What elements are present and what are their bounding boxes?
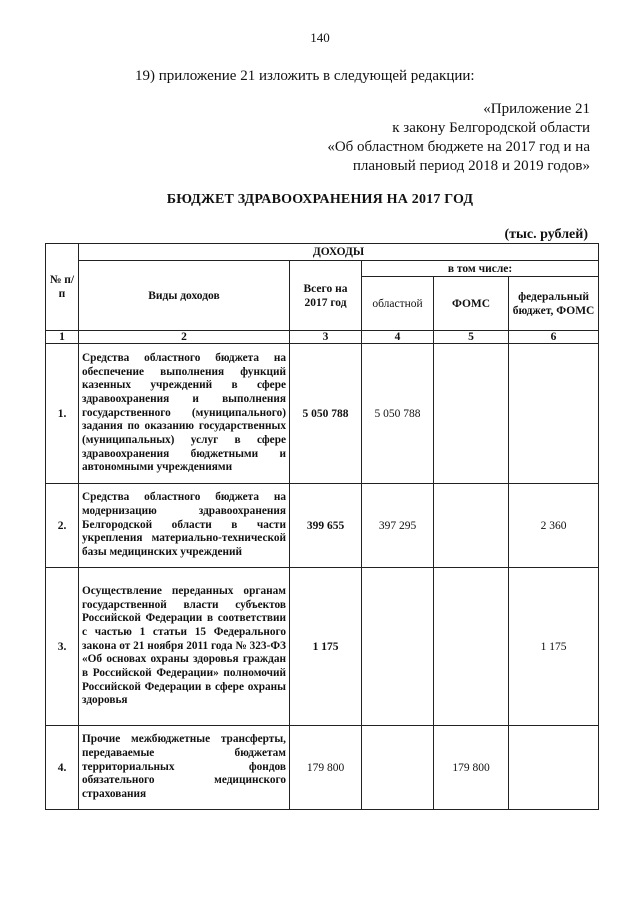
appendix-line: плановый период 2018 и 2019 годов» [352, 158, 590, 174]
header-foms: ФОМС [434, 277, 509, 331]
column-index: 1 [46, 331, 79, 344]
federal-value [509, 726, 599, 810]
intro-text: 19) приложение 21 изложить в следующей редакции: [135, 68, 475, 84]
table-row [46, 568, 599, 726]
budget-table [45, 243, 599, 810]
foms-value [434, 344, 509, 484]
total-value: 5 050 788 [290, 344, 362, 484]
federal-value [509, 344, 599, 484]
units-label: (тыс. рублей) [504, 227, 588, 242]
federal-value: 2 360 [509, 484, 599, 568]
header-regional: областной [362, 277, 434, 331]
column-index: 6 [509, 331, 599, 344]
income-kind: Средства областного бюджета на модернизацию здравоохранения Белгородской области в части укрепления материально-технической базы медицинских учреждений [79, 484, 290, 568]
foms-value [434, 484, 509, 568]
appendix-line: «Приложение 21 [483, 101, 590, 117]
column-index: 3 [290, 331, 362, 344]
total-value: 399 655 [290, 484, 362, 568]
table-row [46, 484, 599, 568]
column-index: 2 [79, 331, 290, 344]
column-index: 4 [362, 331, 434, 344]
header-total: Всего на 2017 год [290, 261, 362, 331]
column-index-row [46, 331, 599, 344]
header-federal: федеральный бюджет, ФОМС [509, 277, 599, 331]
income-kind: Прочие межбюджетные трансферты, передаваемые бюджетам территориальных фондов обязательного медицинского страхования [79, 726, 290, 810]
row-number: 1. [46, 344, 79, 484]
document-title: БЮДЖЕТ ЗДРАВООХРАНЕНИЯ НА 2017 ГОД [166, 192, 474, 207]
row-number: 4. [46, 726, 79, 810]
column-index: 5 [434, 331, 509, 344]
appendix-reference [327, 100, 590, 176]
row-number: 3. [46, 568, 79, 726]
header-including: в том числе: [362, 261, 599, 277]
regional-value [362, 726, 434, 810]
federal-value: 1 175 [509, 568, 599, 726]
table-row [46, 344, 599, 484]
header-num: № п/п [46, 244, 79, 331]
header-kind: Виды доходов [79, 261, 290, 331]
total-value: 1 175 [290, 568, 362, 726]
regional-value: 5 050 788 [362, 344, 434, 484]
income-kind: Средства областного бюджета на обеспечение выполнения функций казенных учреждений в сфере здравоохранения и выполнения государственного (муниципального) задания по оказанию государственных (муниципальных) услуг в сфере здравоохранения бюджетными и автономными учреждениями [79, 344, 290, 484]
header-income-group: ДОХОДЫ [79, 244, 599, 261]
appendix-line: к закону Белгородской области [392, 120, 590, 136]
table-row [46, 726, 599, 810]
foms-value [434, 568, 509, 726]
row-number: 2. [46, 484, 79, 568]
foms-value: 179 800 [434, 726, 509, 810]
regional-value: 397 295 [362, 484, 434, 568]
appendix-line: «Об областном бюджете на 2017 год и на [327, 139, 590, 155]
header-row [46, 244, 599, 261]
total-value: 179 800 [290, 726, 362, 810]
regional-value [362, 568, 434, 726]
header-row [46, 261, 599, 277]
income-kind: Осуществление переданных органам государственной власти субъектов Российской Федерации в соответствии с частью 1 статьи 15 Федерального закона от 21 ноября 2011 года № 323-ФЗ «Об основах охраны здоровья граждан в Российской Федерации» полномочий Российской Федерации в сфере охраны здоровья [79, 568, 290, 726]
page-number: 140 [310, 30, 330, 45]
